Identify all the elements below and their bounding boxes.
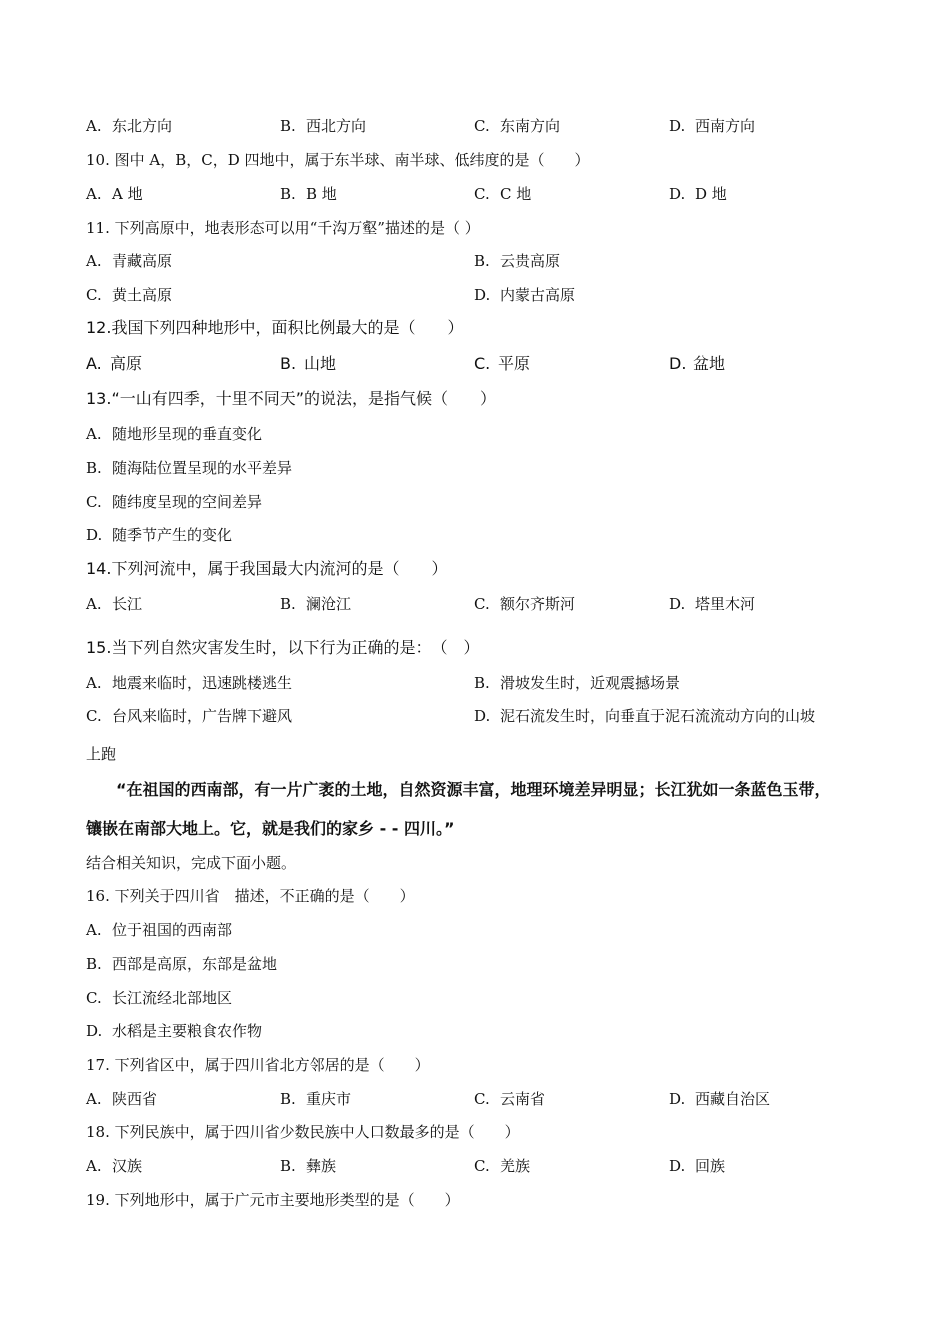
option-d: D. 盆地 <box>669 354 726 373</box>
question-18-stem: 18. 下列民族中，属于四川省少数民族中人口数最多的是（ ） <box>86 1123 520 1141</box>
question-17-stem: 17. 下列省区中，属于四川省北方邻居的是（ ） <box>86 1056 430 1074</box>
option-d: D. 塔里木河 <box>669 595 756 613</box>
question-16-stem: 16. 下列关于四川省 描述，不正确的是（ ） <box>86 887 415 905</box>
option-c: C. 黄土高原 <box>86 286 173 304</box>
option-c: C. 平原 <box>474 354 531 373</box>
option-b: B. 山地 <box>280 354 337 373</box>
option-b: B. 重庆市 <box>280 1090 352 1108</box>
option-d: D. 回族 <box>669 1157 726 1175</box>
option-b: B. 随海陆位置呈现的水平差异 <box>86 459 293 477</box>
option-d: D. 泥石流发生时，向垂直于泥石流流动方向的山坡 <box>474 707 816 725</box>
option-d: D. D 地 <box>669 185 727 203</box>
question-15-stem: 15.当下列自然灾害发生时，以下行为正确的是： （ ） <box>86 638 480 657</box>
option-b: B. 澜沧江 <box>280 595 352 613</box>
option-a: A. 汉族 <box>86 1157 143 1175</box>
option-b: B. 西部是高原，东部是盆地 <box>86 955 278 973</box>
option-a: A. 陕西省 <box>86 1090 158 1108</box>
option-c: C. C 地 <box>474 185 532 203</box>
question-11-stem: 11. 下列高原中，地表形态可以用“千沟万壑”描述的是（ ） <box>86 219 480 237</box>
option-a: A. 高原 <box>86 354 143 373</box>
option-b: B. 西北方向 <box>280 117 367 135</box>
option-d: D. 随季节产生的变化 <box>86 526 233 544</box>
option-a: A. 东北方向 <box>86 117 173 135</box>
passage-line-2: 镶嵌在南部大地上。它，就是我们的家乡 - - 四川。” <box>86 819 455 838</box>
option-c: C. 云南省 <box>474 1090 546 1108</box>
option-d-continuation: 上跑 <box>86 745 117 763</box>
option-c: C. 额尔齐斯河 <box>474 595 576 613</box>
option-a: A. 地震来临时，迅速跳楼逃生 <box>86 674 293 692</box>
option-d: D. 西藏自治区 <box>669 1090 771 1108</box>
question-12-stem: 12.我国下列四种地形中，面积比例最大的是（ ） <box>86 318 464 337</box>
option-c: C. 随纬度呈现的空间差异 <box>86 493 263 511</box>
option-a: A. 青藏高原 <box>86 252 173 270</box>
option-c: C. 长江流经北部地区 <box>86 989 233 1007</box>
option-d: D. 西南方向 <box>669 117 756 135</box>
option-a: A. 随地形呈现的垂直变化 <box>86 425 263 443</box>
passage-line-1: “在祖国的西南部，有一片广袤的土地，自然资源丰富，地理环境差异明显；长江犹如一条蓝色玉带， <box>116 780 831 799</box>
option-b: B. 彝族 <box>280 1157 337 1175</box>
question-13-stem: 13.“一山有四季，十里不同天”的说法，是指气候（ ） <box>86 389 497 408</box>
question-14-stem: 14.下列河流中，属于我国最大内流河的是（ ） <box>86 559 448 578</box>
passage-instruction: 结合相关知识，完成下面小题。 <box>86 854 297 872</box>
option-c: C. 羌族 <box>474 1157 531 1175</box>
question-10-stem: 10. 图中 A，B，C，D 四地中，属于东半球、南半球、低纬度的是（ ） <box>86 151 590 169</box>
option-b: B. 云贵高原 <box>474 252 561 270</box>
option-b: B. 滑坡发生时，近观震撼场景 <box>474 674 681 692</box>
option-d: D. 内蒙古高原 <box>474 286 576 304</box>
option-b: B. B 地 <box>280 185 337 203</box>
option-a: A. A 地 <box>86 185 143 203</box>
option-d: D. 水稻是主要粮食农作物 <box>86 1022 263 1040</box>
option-a: A. 位于祖国的西南部 <box>86 921 233 939</box>
option-a: A. 长江 <box>86 595 143 613</box>
option-c: C. 台风来临时，广告牌下避风 <box>86 707 293 725</box>
option-c: C. 东南方向 <box>474 117 561 135</box>
question-19-stem: 19. 下列地形中，属于广元市主要地形类型的是（ ） <box>86 1191 460 1209</box>
